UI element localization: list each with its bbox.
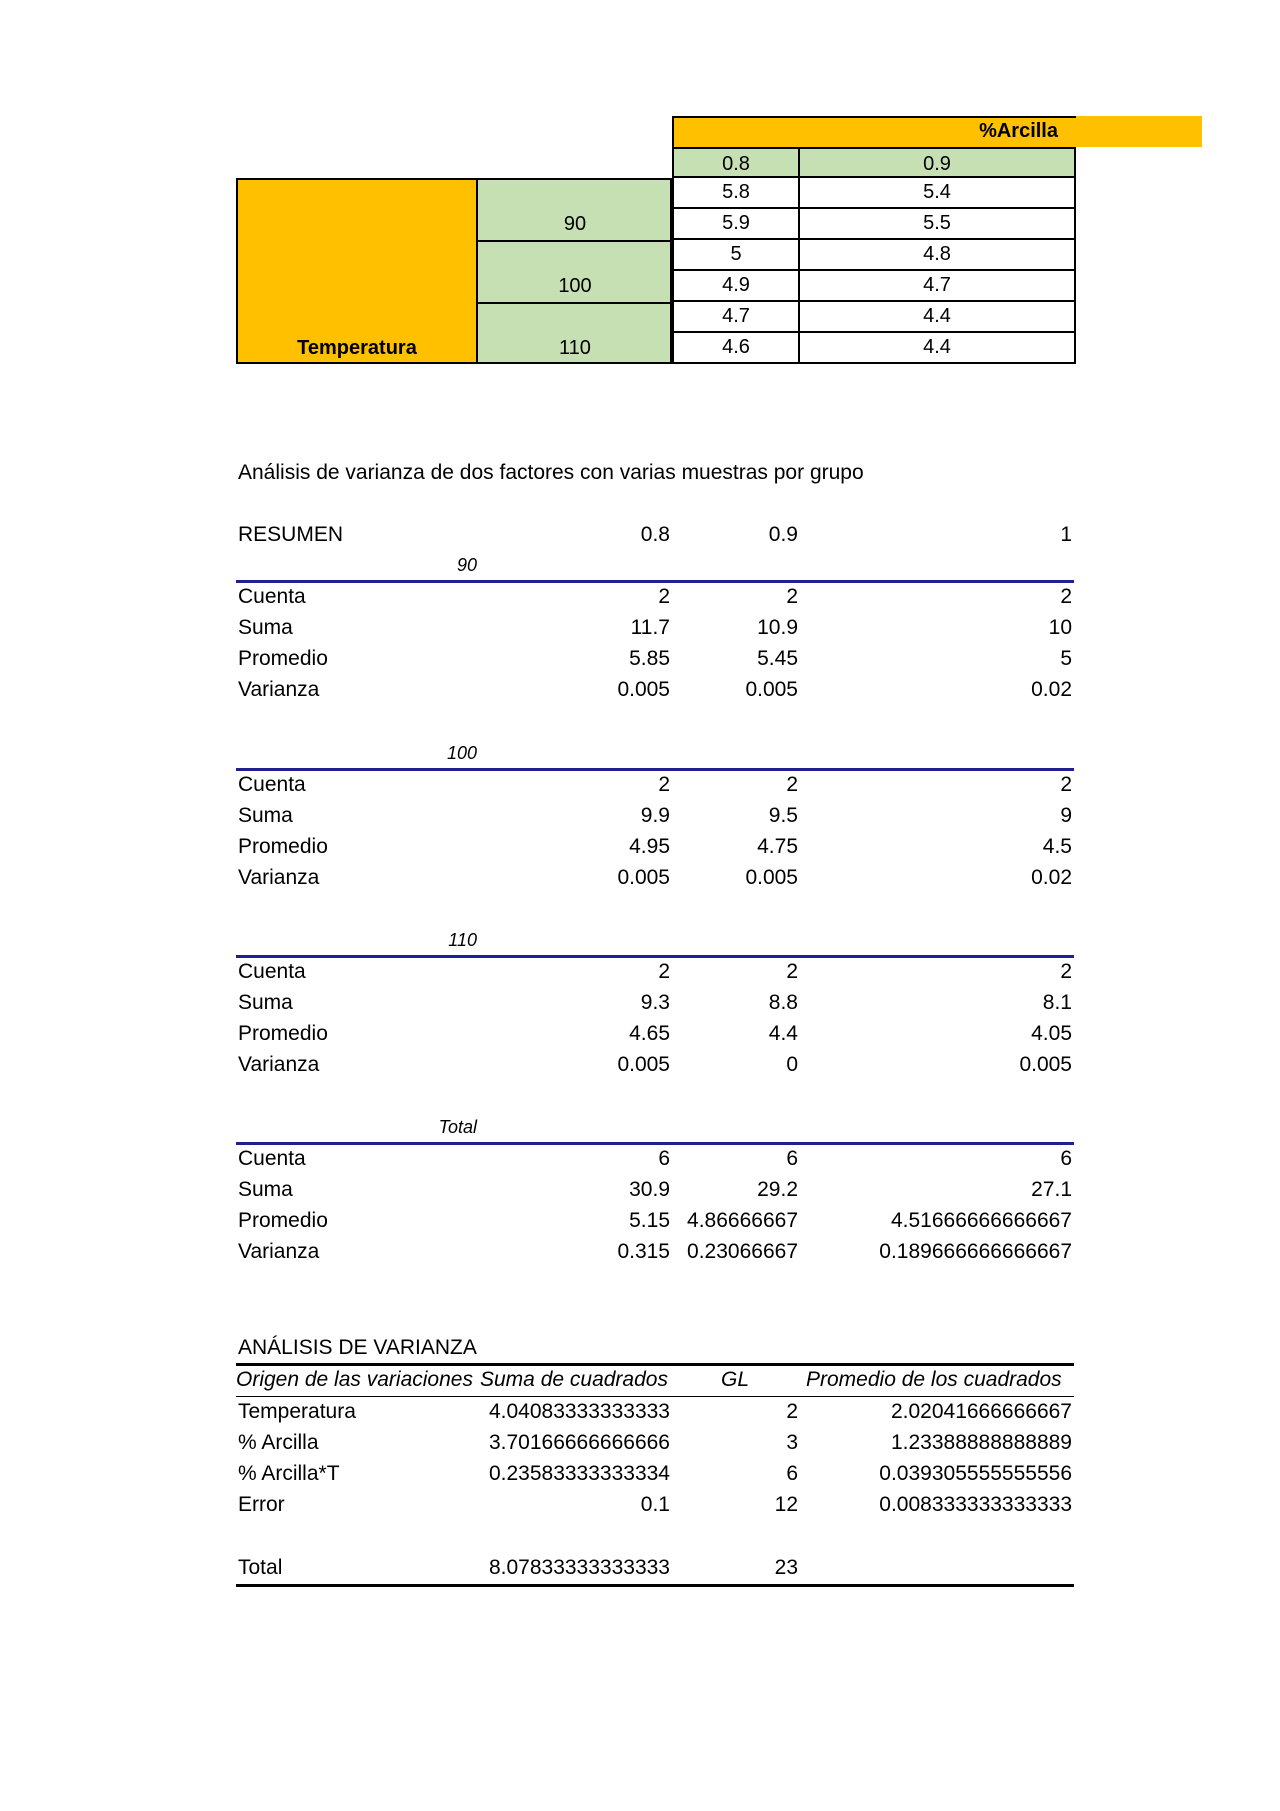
resumen-value: 2 xyxy=(786,960,798,983)
anova-header-cell: Origen de las variaciones xyxy=(236,1368,473,1391)
resumen-row-label: Promedio xyxy=(238,1022,328,1045)
anova-source: Temperatura xyxy=(238,1400,356,1423)
data-cell: 4.4 xyxy=(798,300,1076,333)
resumen-value: 4.4 xyxy=(768,1022,798,1045)
anova-table-title: ANÁLISIS DE VARIANZA xyxy=(238,1336,477,1359)
resumen-value: 0.005 xyxy=(745,866,798,889)
data-cell: 5.8 xyxy=(672,176,800,209)
anova-total-label: Total xyxy=(238,1556,283,1579)
anova-ss: 4.04083333333333 xyxy=(488,1400,670,1423)
resumen-value: 4.86666667 xyxy=(687,1209,798,1232)
anova-gl: 6 xyxy=(786,1462,798,1485)
anova-source: Error xyxy=(238,1493,285,1516)
anova-ss: 0.23583333333334 xyxy=(488,1462,670,1485)
resumen-value: 11.7 xyxy=(630,616,670,639)
resumen-value: 27.1 xyxy=(1031,1178,1072,1201)
data-cell: 4.9 xyxy=(672,269,800,302)
resumen-value: 4.05 xyxy=(1031,1022,1072,1045)
resumen-value: 6 xyxy=(786,1147,798,1170)
resumen-value: 0.02 xyxy=(1031,678,1072,701)
anova-ss: 3.70166666666666 xyxy=(488,1431,670,1454)
resumen-value: 6 xyxy=(658,1147,670,1170)
resumen-value: 0.23066667 xyxy=(687,1240,798,1263)
resumen-value: 2 xyxy=(1060,585,1072,608)
resumen-value: 0 xyxy=(786,1053,798,1076)
resumen-value: 9.5 xyxy=(768,804,798,827)
anova-ss: 0.1 xyxy=(640,1493,670,1516)
resumen-value: 2 xyxy=(786,773,798,796)
temp-value-110: 110 xyxy=(559,337,591,359)
temp-value-100: 100 xyxy=(558,275,592,297)
data-cell: 5 xyxy=(672,238,800,271)
resumen-value: 4.51666666666667 xyxy=(890,1209,1072,1232)
resumen-value: 4.95 xyxy=(629,835,670,858)
resumen-row-label: Varianza xyxy=(238,678,320,701)
resumen-value: 10 xyxy=(1048,616,1072,639)
resumen-value: 5.15 xyxy=(629,1209,670,1232)
resumen-value: 8.8 xyxy=(768,991,798,1014)
resumen-value: 5.45 xyxy=(757,647,798,670)
data-cell: 4.8 xyxy=(798,238,1076,271)
temp-value-90: 90 xyxy=(563,213,587,235)
resumen-value: 2 xyxy=(658,773,670,796)
data-cell: 4.7 xyxy=(798,269,1076,302)
col-header-0.9: 0.9 xyxy=(798,147,1076,178)
resumen-value: 2 xyxy=(658,960,670,983)
resumen-row-label: Varianza xyxy=(238,1240,320,1263)
resumen-row-label: Cuenta xyxy=(238,585,306,608)
anova-header-cell: Suma de cuadrados xyxy=(480,1368,668,1391)
resumen-row-label: Suma xyxy=(238,1178,293,1201)
arcilla-header-label: %Arcilla xyxy=(979,120,1058,142)
arcilla-header-left-border xyxy=(672,116,674,147)
resumen-value: 5.85 xyxy=(629,647,670,670)
resumen-block-name: Total xyxy=(438,1117,477,1137)
resumen-col-header: 1 xyxy=(1060,523,1072,546)
resumen-value: 9 xyxy=(1060,804,1072,827)
resumen-row-label: Suma xyxy=(238,804,293,827)
resumen-value: 0.189666666666667 xyxy=(879,1240,1072,1263)
resumen-row-label: Varianza xyxy=(238,866,320,889)
resumen-block-name: 100 xyxy=(446,743,477,763)
resumen-value: 0.005 xyxy=(617,866,670,889)
anova-source: % Arcilla*T xyxy=(238,1462,340,1485)
resumen-block-name: 90 xyxy=(456,555,477,575)
temperatura-label: Temperatura xyxy=(297,337,417,359)
anova-source: % Arcilla xyxy=(238,1431,319,1454)
resumen-value: 4.75 xyxy=(757,835,798,858)
anova-gl: 12 xyxy=(774,1493,798,1516)
resumen-value: 2 xyxy=(1060,773,1072,796)
resumen-value: 4.5 xyxy=(1042,835,1072,858)
anova-ms: 0.039305555555556 xyxy=(879,1462,1072,1485)
data-cell: 4.4 xyxy=(798,331,1076,364)
anova-header-cell: GL xyxy=(720,1368,749,1391)
resumen-row-label: Cuenta xyxy=(238,773,306,796)
anova-header-cell: Promedio de los cuadrados xyxy=(806,1368,1062,1391)
resumen-value: 0.005 xyxy=(1019,1053,1072,1076)
resumen-value: 0.005 xyxy=(617,678,670,701)
resumen-value: 30.9 xyxy=(629,1178,670,1201)
resumen-value: 0.02 xyxy=(1031,866,1072,889)
anova-total-gl: 23 xyxy=(774,1556,798,1579)
resumen-row-label: Suma xyxy=(238,991,293,1014)
resumen-value: 2 xyxy=(1060,960,1072,983)
resumen-row-label: Promedio xyxy=(238,647,328,670)
resumen-row-label: Promedio xyxy=(238,1209,328,1232)
resumen-value: 2 xyxy=(658,585,670,608)
col-header-0.8: 0.8 xyxy=(672,147,800,178)
resumen-value: 5 xyxy=(1060,647,1072,670)
anova-gl: 3 xyxy=(786,1431,798,1454)
resumen-value: 8.1 xyxy=(1042,991,1072,1014)
resumen-label: RESUMEN xyxy=(238,523,344,546)
resumen-value: 6 xyxy=(1060,1147,1072,1170)
resumen-row-label: Varianza xyxy=(238,1053,320,1076)
data-cell: 5.5 xyxy=(798,207,1076,240)
resumen-value: 9.3 xyxy=(640,991,670,1014)
anova-gl: 2 xyxy=(786,1400,798,1423)
resumen-value: 9.9 xyxy=(640,804,670,827)
data-cell: 5.9 xyxy=(672,207,800,240)
data-cell: 4.7 xyxy=(672,300,800,333)
resumen-row-label: Cuenta xyxy=(238,960,306,983)
resumen-col-header: 0.8 xyxy=(640,523,670,546)
resumen-col-header: 0.9 xyxy=(768,523,798,546)
resumen-value: 4.65 xyxy=(629,1022,670,1045)
data-cell: 5.4 xyxy=(798,176,1076,209)
resumen-block-name: 110 xyxy=(448,930,477,950)
anova-ms: 2.02041666666667 xyxy=(890,1400,1072,1423)
resumen-row-label: Promedio xyxy=(238,835,328,858)
anova-ms: 0.008333333333333 xyxy=(879,1493,1072,1516)
data-cell: 4.6 xyxy=(672,331,800,364)
resumen-row-label: Cuenta xyxy=(238,1147,306,1170)
resumen-value: 29.2 xyxy=(757,1178,798,1201)
resumen-value: 2 xyxy=(786,585,798,608)
anova-total-ss: 8.07833333333333 xyxy=(488,1556,670,1579)
resumen-value: 10.9 xyxy=(757,616,798,639)
anova-title: Análisis de varianza de dos factores con varias muestras por grupo xyxy=(238,461,864,484)
anova-bottom-rule xyxy=(236,1584,1074,1587)
anova-ms: 1.23388888888889 xyxy=(890,1431,1072,1454)
resumen-value: 0.315 xyxy=(617,1240,670,1263)
resumen-value: 0.005 xyxy=(745,678,798,701)
resumen-value: 0.005 xyxy=(617,1053,670,1076)
resumen-row-label: Suma xyxy=(238,616,293,639)
